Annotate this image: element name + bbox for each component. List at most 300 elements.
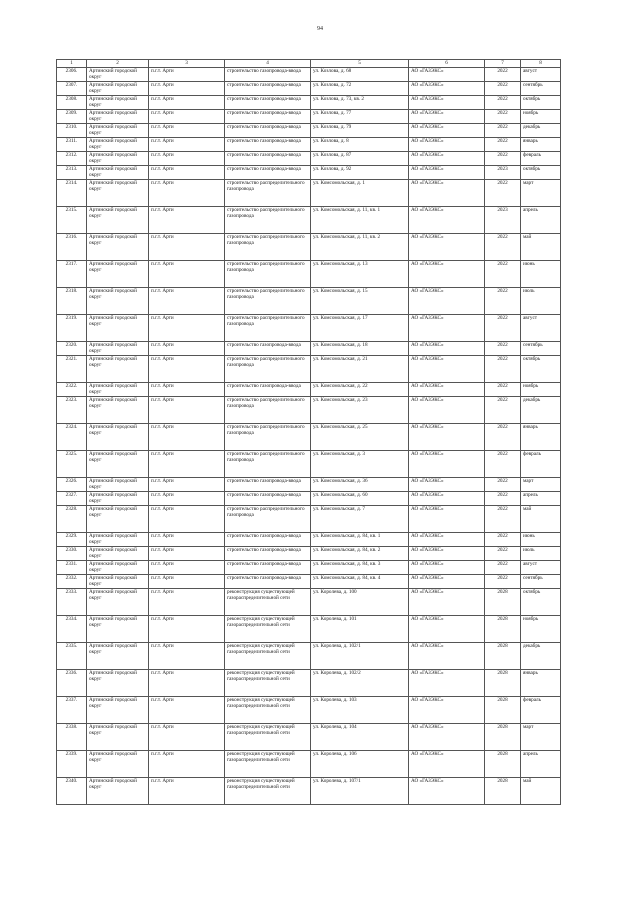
year-cell: 2022	[485, 82, 521, 96]
address-cell: ул. Комсомольская, д. 22	[311, 383, 409, 397]
locality-cell: п.г.т. Арти	[149, 451, 225, 478]
month-cell: август	[521, 561, 561, 575]
table-row	[57, 724, 561, 751]
organization-cell: АО «ГАЗЭКС»	[409, 110, 485, 124]
table-row	[57, 110, 561, 124]
address-cell: ул. Козлова, д. 92	[311, 166, 409, 180]
locality-cell: п.г.т. Арти	[149, 616, 225, 643]
locality-cell: п.г.т. Арти	[149, 424, 225, 451]
month-cell: январь	[521, 670, 561, 697]
table-row	[57, 424, 561, 451]
month-cell: май	[521, 778, 561, 805]
year-cell: 2022	[485, 68, 521, 82]
work-type-cell: строительство газопровода-ввода	[225, 96, 311, 110]
locality-cell: п.г.т. Арти	[149, 383, 225, 397]
month-cell: январь	[521, 424, 561, 451]
row-number: 2306.	[57, 68, 87, 82]
locality-cell: п.г.т. Арти	[149, 751, 225, 778]
work-type-cell: реконструкция существующей газораспределительной сети	[225, 697, 311, 724]
year-cell: 2022	[485, 575, 521, 589]
organization-cell: АО «ГАЗЭКС»	[409, 424, 485, 451]
district-cell: Артинский городской округ	[87, 234, 149, 261]
month-cell: июль	[521, 547, 561, 561]
district-cell: Артинский городской округ	[87, 506, 149, 533]
row-number: 2320.	[57, 342, 87, 356]
month-cell: февраль	[521, 697, 561, 724]
district-cell: Артинский городской округ	[87, 724, 149, 751]
address-cell: ул. Комсомольская, д. 15	[311, 288, 409, 315]
organization-cell: АО «ГАЗЭКС»	[409, 207, 485, 234]
year-cell: 2022	[485, 424, 521, 451]
address-cell: ул. Комсомольская, д. 36	[311, 478, 409, 492]
work-type-cell: строительство газопровода-ввода	[225, 478, 311, 492]
district-cell: Артинский городской округ	[87, 670, 149, 697]
work-type-cell: строительство газопровода-ввода	[225, 152, 311, 166]
table-row	[57, 315, 561, 342]
table-row	[57, 207, 561, 234]
work-type-cell: строительство газопровода-ввода	[225, 492, 311, 506]
work-type-cell: строительство распределительного газопровода	[225, 207, 311, 234]
locality-cell: п.г.т. Арти	[149, 138, 225, 152]
address-cell: ул. Козлова, д. 72	[311, 82, 409, 96]
locality-cell: п.г.т. Арти	[149, 506, 225, 533]
address-cell: ул. Комсомольская, д. 3	[311, 451, 409, 478]
month-cell: январь	[521, 138, 561, 152]
work-type-cell: строительство распределительного газопровода	[225, 288, 311, 315]
district-cell: Артинский городской округ	[87, 575, 149, 589]
locality-cell: п.г.т. Арти	[149, 397, 225, 424]
district-cell: Артинский городской округ	[87, 342, 149, 356]
locality-cell: п.г.т. Арти	[149, 478, 225, 492]
address-cell: ул. Королева, д. 100	[311, 589, 409, 616]
organization-cell: АО «ГАЗЭКС»	[409, 575, 485, 589]
column-header: 5	[311, 60, 409, 68]
column-number-row	[57, 60, 561, 68]
year-cell: 2022	[485, 451, 521, 478]
table-row	[57, 670, 561, 697]
month-cell: декабрь	[521, 397, 561, 424]
row-number: 2338.	[57, 724, 87, 751]
month-cell: июнь	[521, 533, 561, 547]
year-cell: 2022	[485, 478, 521, 492]
address-cell: ул. Козлова, д. 87	[311, 152, 409, 166]
locality-cell: п.г.т. Арти	[149, 547, 225, 561]
address-cell: ул. Козлова, д. 77	[311, 110, 409, 124]
month-cell: август	[521, 315, 561, 342]
row-number: 2340.	[57, 778, 87, 805]
table-row	[57, 547, 561, 561]
organization-cell: АО «ГАЗЭКС»	[409, 356, 485, 383]
work-type-cell: строительство газопровода-ввода	[225, 166, 311, 180]
locality-cell: п.г.т. Арти	[149, 589, 225, 616]
district-cell: Артинский городской округ	[87, 152, 149, 166]
organization-cell: АО «ГАЗЭКС»	[409, 96, 485, 110]
organization-cell: АО «ГАЗЭКС»	[409, 82, 485, 96]
year-cell: 2022	[485, 342, 521, 356]
month-cell: октябрь	[521, 356, 561, 383]
year-cell: 2022	[485, 506, 521, 533]
district-cell: Артинский городской округ	[87, 383, 149, 397]
locality-cell: п.г.т. Арти	[149, 670, 225, 697]
district-cell: Артинский городской округ	[87, 356, 149, 383]
locality-cell: п.г.т. Арти	[149, 315, 225, 342]
year-cell: 2022	[485, 138, 521, 152]
address-cell: ул. Комсомольская, д. 21	[311, 356, 409, 383]
table-row	[57, 82, 561, 96]
month-cell: апрель	[521, 207, 561, 234]
table-row	[57, 356, 561, 383]
organization-cell: АО «ГАЗЭКС»	[409, 616, 485, 643]
district-cell: Артинский городской округ	[87, 492, 149, 506]
work-type-cell: строительство газопровода-ввода	[225, 575, 311, 589]
organization-cell: АО «ГАЗЭКС»	[409, 397, 485, 424]
organization-cell: АО «ГАЗЭКС»	[409, 138, 485, 152]
work-type-cell: строительство распределительного газопровода	[225, 234, 311, 261]
address-cell: ул. Комсомольская, д. 23	[311, 397, 409, 424]
work-type-cell: строительство распределительного газопровода	[225, 424, 311, 451]
district-cell: Артинский городской округ	[87, 166, 149, 180]
row-number: 2321.	[57, 356, 87, 383]
district-cell: Артинский городской округ	[87, 315, 149, 342]
address-cell: ул. Комсомольская, д. 11, кв. 1	[311, 207, 409, 234]
organization-cell: АО «ГАЗЭКС»	[409, 478, 485, 492]
work-type-cell: реконструкция существующей газораспределительной сети	[225, 724, 311, 751]
organization-cell: АО «ГАЗЭКС»	[409, 288, 485, 315]
table-row	[57, 533, 561, 547]
table-row	[57, 261, 561, 288]
work-type-cell: строительство газопровода-ввода	[225, 533, 311, 547]
row-number: 2327.	[57, 492, 87, 506]
organization-cell: АО «ГАЗЭКС»	[409, 492, 485, 506]
month-cell: март	[521, 724, 561, 751]
row-number: 2312.	[57, 152, 87, 166]
month-cell: апрель	[521, 492, 561, 506]
year-cell: 2022	[485, 96, 521, 110]
table-row	[57, 138, 561, 152]
year-cell: 2028	[485, 643, 521, 670]
month-cell: август	[521, 68, 561, 82]
address-cell: ул. Комсомольская, д. 84, кв. 4	[311, 575, 409, 589]
address-cell: ул. Козлова, д. 73, кв. 2	[311, 96, 409, 110]
work-type-cell: строительство газопровода-ввода	[225, 561, 311, 575]
district-cell: Артинский городской округ	[87, 96, 149, 110]
year-cell: 2022	[485, 110, 521, 124]
table-row	[57, 124, 561, 138]
table-row	[57, 575, 561, 589]
work-type-cell: строительство газопровода-ввода	[225, 110, 311, 124]
locality-cell: п.г.т. Арти	[149, 234, 225, 261]
table-row	[57, 166, 561, 180]
organization-cell: АО «ГАЗЭКС»	[409, 124, 485, 138]
table-row	[57, 589, 561, 616]
year-cell: 2028	[485, 589, 521, 616]
organization-cell: АО «ГАЗЭКС»	[409, 315, 485, 342]
address-cell: ул. Королева, д. 102/1	[311, 643, 409, 670]
month-cell: март	[521, 478, 561, 492]
district-cell: Артинский городской округ	[87, 643, 149, 670]
organization-cell: АО «ГАЗЭКС»	[409, 547, 485, 561]
table-row	[57, 180, 561, 207]
work-type-cell: реконструкция существующей газораспределительной сети	[225, 643, 311, 670]
work-type-cell: строительство распределительного газопровода	[225, 397, 311, 424]
district-cell: Артинский городской округ	[87, 68, 149, 82]
address-cell: ул. Комсомольская, д. 84, кв. 2	[311, 547, 409, 561]
year-cell: 2022	[485, 234, 521, 261]
year-cell: 2028	[485, 697, 521, 724]
month-cell: март	[521, 180, 561, 207]
year-cell: 2022	[485, 547, 521, 561]
organization-cell: АО «ГАЗЭКС»	[409, 180, 485, 207]
district-cell: Артинский городской округ	[87, 616, 149, 643]
row-number: 2332.	[57, 575, 87, 589]
district-cell: Артинский городской округ	[87, 751, 149, 778]
work-type-cell: строительство распределительного газопровода	[225, 315, 311, 342]
organization-cell: АО «ГАЗЭКС»	[409, 68, 485, 82]
row-number: 2333.	[57, 589, 87, 616]
row-number: 2308.	[57, 96, 87, 110]
year-cell: 2022	[485, 180, 521, 207]
table-row	[57, 616, 561, 643]
work-type-cell: строительство газопровода-ввода	[225, 547, 311, 561]
locality-cell: п.г.т. Арти	[149, 778, 225, 805]
organization-cell: АО «ГАЗЭКС»	[409, 234, 485, 261]
locality-cell: п.г.т. Арти	[149, 180, 225, 207]
row-number: 2335.	[57, 643, 87, 670]
work-type-cell: строительство газопровода-ввода	[225, 82, 311, 96]
organization-cell: АО «ГАЗЭКС»	[409, 451, 485, 478]
row-number: 2329.	[57, 533, 87, 547]
work-type-cell: реконструкция существующей газораспределительной сети	[225, 589, 311, 616]
organization-cell: АО «ГАЗЭКС»	[409, 152, 485, 166]
work-type-cell: строительство газопровода-ввода	[225, 68, 311, 82]
month-cell: апрель	[521, 751, 561, 778]
month-cell: февраль	[521, 152, 561, 166]
work-type-cell: строительство распределительного газопровода	[225, 506, 311, 533]
address-cell: ул. Королева, д. 104	[311, 724, 409, 751]
month-cell: февраль	[521, 451, 561, 478]
work-type-cell: реконструкция существующей газораспределительной сети	[225, 616, 311, 643]
work-type-cell: строительство газопровода-ввода	[225, 124, 311, 138]
address-cell: ул. Комсомольская, д. 13	[311, 261, 409, 288]
row-number: 2331.	[57, 561, 87, 575]
organization-cell: АО «ГАЗЭКС»	[409, 342, 485, 356]
table-row	[57, 643, 561, 670]
row-number: 2339.	[57, 751, 87, 778]
district-cell: Артинский городской округ	[87, 424, 149, 451]
district-cell: Артинский городской округ	[87, 138, 149, 152]
table-row	[57, 397, 561, 424]
locality-cell: п.г.т. Арти	[149, 697, 225, 724]
work-type-cell: строительство распределительного газопровода	[225, 356, 311, 383]
year-cell: 2022	[485, 492, 521, 506]
row-number: 2325.	[57, 451, 87, 478]
table-row	[57, 751, 561, 778]
district-cell: Артинский городской округ	[87, 124, 149, 138]
month-cell: июль	[521, 288, 561, 315]
address-cell: ул. Комсомольская, д. 18	[311, 342, 409, 356]
district-cell: Артинский городской округ	[87, 207, 149, 234]
district-cell: Артинский городской округ	[87, 451, 149, 478]
year-cell: 2022	[485, 383, 521, 397]
locality-cell: п.г.т. Арти	[149, 110, 225, 124]
year-cell: 2022	[485, 288, 521, 315]
address-cell: ул. Комсомольская, д. 84, кв. 3	[311, 561, 409, 575]
row-number: 2323.	[57, 397, 87, 424]
month-cell: октябрь	[521, 589, 561, 616]
work-type-cell: строительство распределительного газопровода	[225, 180, 311, 207]
month-cell: июнь	[521, 261, 561, 288]
row-number: 2328.	[57, 506, 87, 533]
address-cell: ул. Королева, д. 103	[311, 697, 409, 724]
column-header: 2	[87, 60, 149, 68]
row-number: 2319.	[57, 315, 87, 342]
district-cell: Артинский городской округ	[87, 82, 149, 96]
locality-cell: п.г.т. Арти	[149, 82, 225, 96]
work-type-cell: реконструкция существующей газораспределительной сети	[225, 751, 311, 778]
work-type-cell: реконструкция существующей газораспределительной сети	[225, 670, 311, 697]
organization-cell: АО «ГАЗЭКС»	[409, 778, 485, 805]
address-cell: ул. Королева, д. 101	[311, 616, 409, 643]
organization-cell: АО «ГАЗЭКС»	[409, 724, 485, 751]
column-header: 6	[409, 60, 485, 68]
year-cell: 2023	[485, 166, 521, 180]
district-cell: Артинский городской округ	[87, 547, 149, 561]
year-cell: 2022	[485, 315, 521, 342]
row-number: 2313.	[57, 166, 87, 180]
address-cell: ул. Комсомольская, д. 11, кв. 2	[311, 234, 409, 261]
address-cell: ул. Королева, д. 106	[311, 751, 409, 778]
district-cell: Артинский городской округ	[87, 110, 149, 124]
table-row	[57, 451, 561, 478]
table-row	[57, 234, 561, 261]
table-row	[57, 697, 561, 724]
organization-cell: АО «ГАЗЭКС»	[409, 670, 485, 697]
address-cell: ул. Комсомольская, д. 7	[311, 506, 409, 533]
district-cell: Артинский городской округ	[87, 778, 149, 805]
month-cell: сентябрь	[521, 342, 561, 356]
organization-cell: АО «ГАЗЭКС»	[409, 643, 485, 670]
address-cell: ул. Королева, д. 107/1	[311, 778, 409, 805]
organization-cell: АО «ГАЗЭКС»	[409, 383, 485, 397]
address-cell: ул. Комсомольская, д. 1	[311, 180, 409, 207]
row-number: 2317.	[57, 261, 87, 288]
row-number: 2310.	[57, 124, 87, 138]
address-cell: ул. Королева, д. 102/2	[311, 670, 409, 697]
work-type-cell: строительство распределительного газопровода	[225, 451, 311, 478]
work-type-cell: строительство газопровода-ввода	[225, 342, 311, 356]
locality-cell: п.г.т. Арти	[149, 96, 225, 110]
locality-cell: п.г.т. Арти	[149, 724, 225, 751]
year-cell: 2028	[485, 670, 521, 697]
table-row	[57, 492, 561, 506]
page-number: 94	[317, 26, 323, 32]
month-cell: май	[521, 234, 561, 261]
organization-cell: АО «ГАЗЭКС»	[409, 751, 485, 778]
column-header: 3	[149, 60, 225, 68]
work-type-cell: строительство газопровода-ввода	[225, 138, 311, 152]
district-cell: Артинский городской округ	[87, 589, 149, 616]
row-number: 2318.	[57, 288, 87, 315]
year-cell: 2028	[485, 751, 521, 778]
row-number: 2322.	[57, 383, 87, 397]
row-number: 2326.	[57, 478, 87, 492]
month-cell: ноябрь	[521, 383, 561, 397]
work-type-cell: строительство распределительного газопровода	[225, 261, 311, 288]
locality-cell: п.г.т. Арти	[149, 575, 225, 589]
table-row	[57, 506, 561, 533]
organization-cell: АО «ГАЗЭКС»	[409, 697, 485, 724]
year-cell: 2022	[485, 397, 521, 424]
table-row	[57, 342, 561, 356]
year-cell: 2022	[485, 261, 521, 288]
locality-cell: п.г.т. Арти	[149, 124, 225, 138]
organization-cell: АО «ГАЗЭКС»	[409, 261, 485, 288]
organization-cell: АО «ГАЗЭКС»	[409, 561, 485, 575]
locality-cell: п.г.т. Арти	[149, 261, 225, 288]
work-type-cell: строительство газопровода-ввода	[225, 383, 311, 397]
locality-cell: п.г.т. Арти	[149, 152, 225, 166]
locality-cell: п.г.т. Арти	[149, 492, 225, 506]
district-cell: Артинский городской округ	[87, 561, 149, 575]
locality-cell: п.г.т. Арти	[149, 288, 225, 315]
month-cell: сентябрь	[521, 82, 561, 96]
column-header: 7	[485, 60, 521, 68]
district-cell: Артинский городской округ	[87, 288, 149, 315]
row-number: 2315.	[57, 207, 87, 234]
year-cell: 2023	[485, 207, 521, 234]
table-row	[57, 478, 561, 492]
table-row	[57, 68, 561, 82]
month-cell: сентябрь	[521, 575, 561, 589]
locality-cell: п.г.т. Арти	[149, 561, 225, 575]
address-cell: ул. Комсомольская, д. 17	[311, 315, 409, 342]
organization-cell: АО «ГАЗЭКС»	[409, 506, 485, 533]
address-cell: ул. Козлова, д. 68	[311, 68, 409, 82]
row-number: 2337.	[57, 697, 87, 724]
organization-cell: АО «ГАЗЭКС»	[409, 533, 485, 547]
column-header: 8	[521, 60, 561, 68]
month-cell: ноябрь	[521, 616, 561, 643]
row-number: 2324.	[57, 424, 87, 451]
table-row	[57, 383, 561, 397]
address-cell: ул. Комсомольская, д. 60	[311, 492, 409, 506]
district-cell: Артинский городской округ	[87, 697, 149, 724]
year-cell: 2022	[485, 561, 521, 575]
work-type-cell: реконструкция существующей газораспределительной сети	[225, 778, 311, 805]
month-cell: декабрь	[521, 124, 561, 138]
row-number: 2314.	[57, 180, 87, 207]
locality-cell: п.г.т. Арти	[149, 356, 225, 383]
year-cell: 2022	[485, 356, 521, 383]
year-cell: 2028	[485, 778, 521, 805]
row-number: 2307.	[57, 82, 87, 96]
district-cell: Артинский городской округ	[87, 180, 149, 207]
address-cell: ул. Козлова, д. 8	[311, 138, 409, 152]
row-number: 2336.	[57, 670, 87, 697]
locality-cell: п.г.т. Арти	[149, 643, 225, 670]
row-number: 2330.	[57, 547, 87, 561]
year-cell: 2022	[485, 533, 521, 547]
locality-cell: п.г.т. Арти	[149, 207, 225, 234]
month-cell: май	[521, 506, 561, 533]
column-header: 1	[57, 60, 87, 68]
year-cell: 2022	[485, 152, 521, 166]
address-cell: ул. Комсомольская, д. 84, кв. 1	[311, 533, 409, 547]
row-number: 2311.	[57, 138, 87, 152]
table-row	[57, 778, 561, 805]
month-cell: октябрь	[521, 96, 561, 110]
column-header: 4	[225, 60, 311, 68]
